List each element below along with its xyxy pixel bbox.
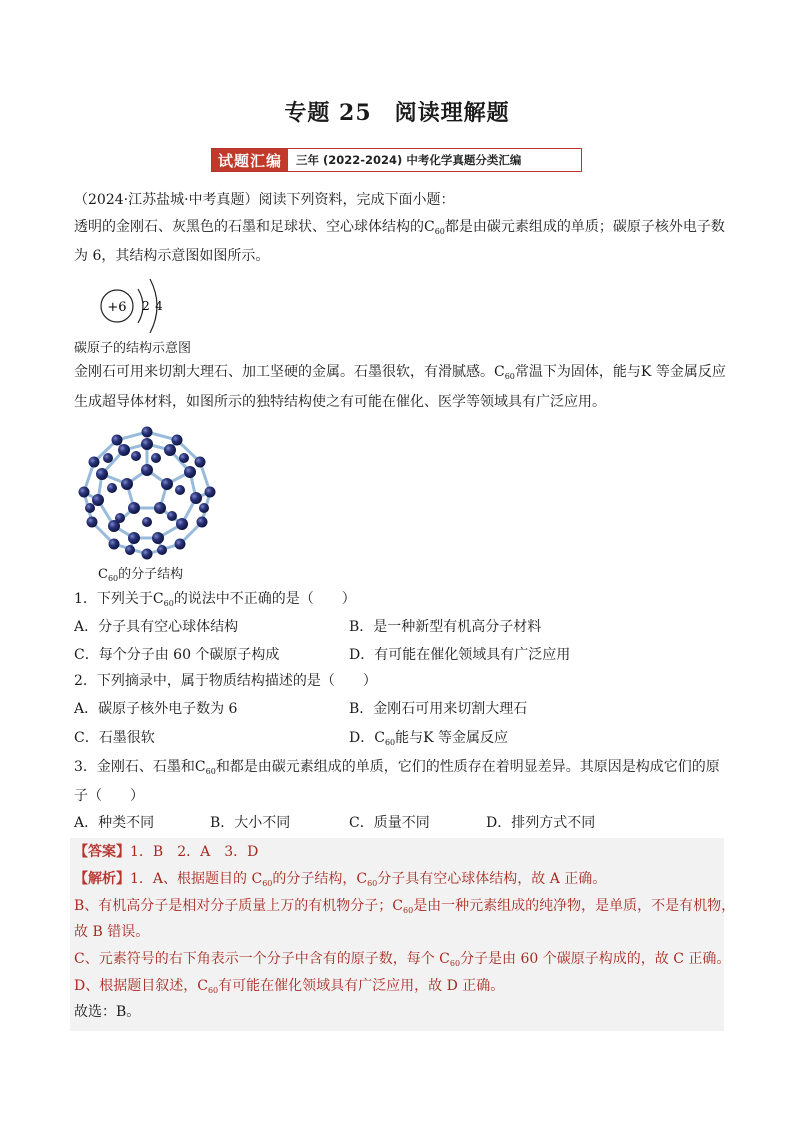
atom-diagram-caption: 碳原子的结构示意图: [74, 341, 192, 356]
molecule-bonds: [84, 432, 210, 554]
q2-option-b: B．金刚石可用来切割大理石: [349, 701, 528, 717]
intro-para-2: 金刚石可用来切割大理石、加工坚硬的金属。石墨很软，有滑腻感。$C_{60}$常温下为固体，能与K 等金属反应: [74, 364, 726, 381]
intro-para-2-cont: 生成超导体材料，如图所示的独特结构使之有可能在催化、医学等领域具有广泛应用。: [74, 394, 606, 410]
question-3-stem: 3．金刚石、石墨和$C_{60}$和都是由碳元素组成的单质，它们的性质存在着明显差异。其原因是构成它们的原: [74, 759, 720, 776]
shell-1-count: 2: [142, 299, 150, 313]
answer-panel: [70, 838, 724, 1031]
banner-tag: 试题汇编: [212, 149, 288, 171]
intro-para-1: 透明的金刚石、灰黑色的石墨和足球状、空心球体结构的$C_{60}$都是由碳元素组成的单质；碳原子核外电子数: [74, 219, 725, 236]
analysis-line-2: B、有机高分子是相对分子质量上万的有机物分子；$C_{60}$是由一种元素组成的纯净物，是单质，不是有机物，: [74, 898, 736, 915]
answer-line: 【答案】1．B 2．A 3．D: [74, 844, 259, 860]
q2-option-d: D．$C_{60}$能与K 等金属反应: [349, 730, 509, 747]
page-title: 专题 25 阅读理解题: [284, 100, 510, 126]
shell-2-count: 4: [155, 299, 163, 313]
carbon-atom-diagram: [96, 273, 186, 337]
intro-para-1-cont: 为 6，其结构示意图如图所示。: [74, 248, 270, 264]
q3-option-b: B．大小不同: [210, 815, 291, 831]
analysis-line-1: 【解析】1．A、根据题目的 $C_{60}$的分子结构，$C_{60}$分子具有空心球体结构，故 A 正确。: [74, 871, 607, 888]
q3-option-a: A．种类不同: [74, 815, 155, 831]
answer-label: 【答案】: [74, 844, 130, 860]
q1-option-d: D．有可能在催化领域具有广泛应用: [349, 647, 571, 663]
q1-option-c: C．每个分子由 60 个碳原子构成: [74, 647, 280, 663]
q1-option-a: A．分子具有空心球体结构: [74, 619, 239, 635]
banner-text: 三年 (2022-2024) 中考化学真题分类汇编: [296, 153, 522, 167]
section-banner: [211, 148, 582, 172]
q2-option-c: C．石墨很软: [74, 730, 155, 746]
analysis-line-3: 故 B 错误。: [74, 924, 150, 940]
q1-option-b: B．是一种新型有机高分子材料: [349, 619, 542, 635]
source-line: （2024·江苏盐城·中考真题）阅读下列资料，完成下面小题：: [74, 192, 455, 208]
analysis-label: 【解析】: [74, 871, 130, 887]
question-3-stem-cont: 子（ ）: [74, 788, 144, 804]
q3-option-d: D．排列方式不同: [486, 815, 596, 831]
molecule-caption: $C_{60}$的分子结构: [98, 567, 184, 583]
analysis-conclusion: 故选：B。: [74, 1004, 141, 1020]
c60-molecule-image: [72, 422, 222, 562]
q3-option-c: C．质量不同: [349, 815, 430, 831]
analysis-line-4: C、元素符号的右下角表示一个分子中含有的原子数，每个 $C_{60}$分子是由 60 个碳原子构成的，故 C 正确。: [74, 951, 731, 968]
question-1-stem: 1．下列关于$C_{60}$的说法中不正确的是（ ）: [74, 591, 356, 608]
analysis-line-5: D、根据题目叙述，$C_{60}$有可能在催化领域具有广泛应用，故 D 正确。: [74, 978, 505, 995]
question-2-stem: 2．下列摘录中，属于物质结构描述的是（ ）: [74, 673, 377, 689]
nucleus-charge: +6: [107, 300, 127, 315]
q2-option-a: A．碳原子核外电子数为 6: [74, 701, 238, 717]
